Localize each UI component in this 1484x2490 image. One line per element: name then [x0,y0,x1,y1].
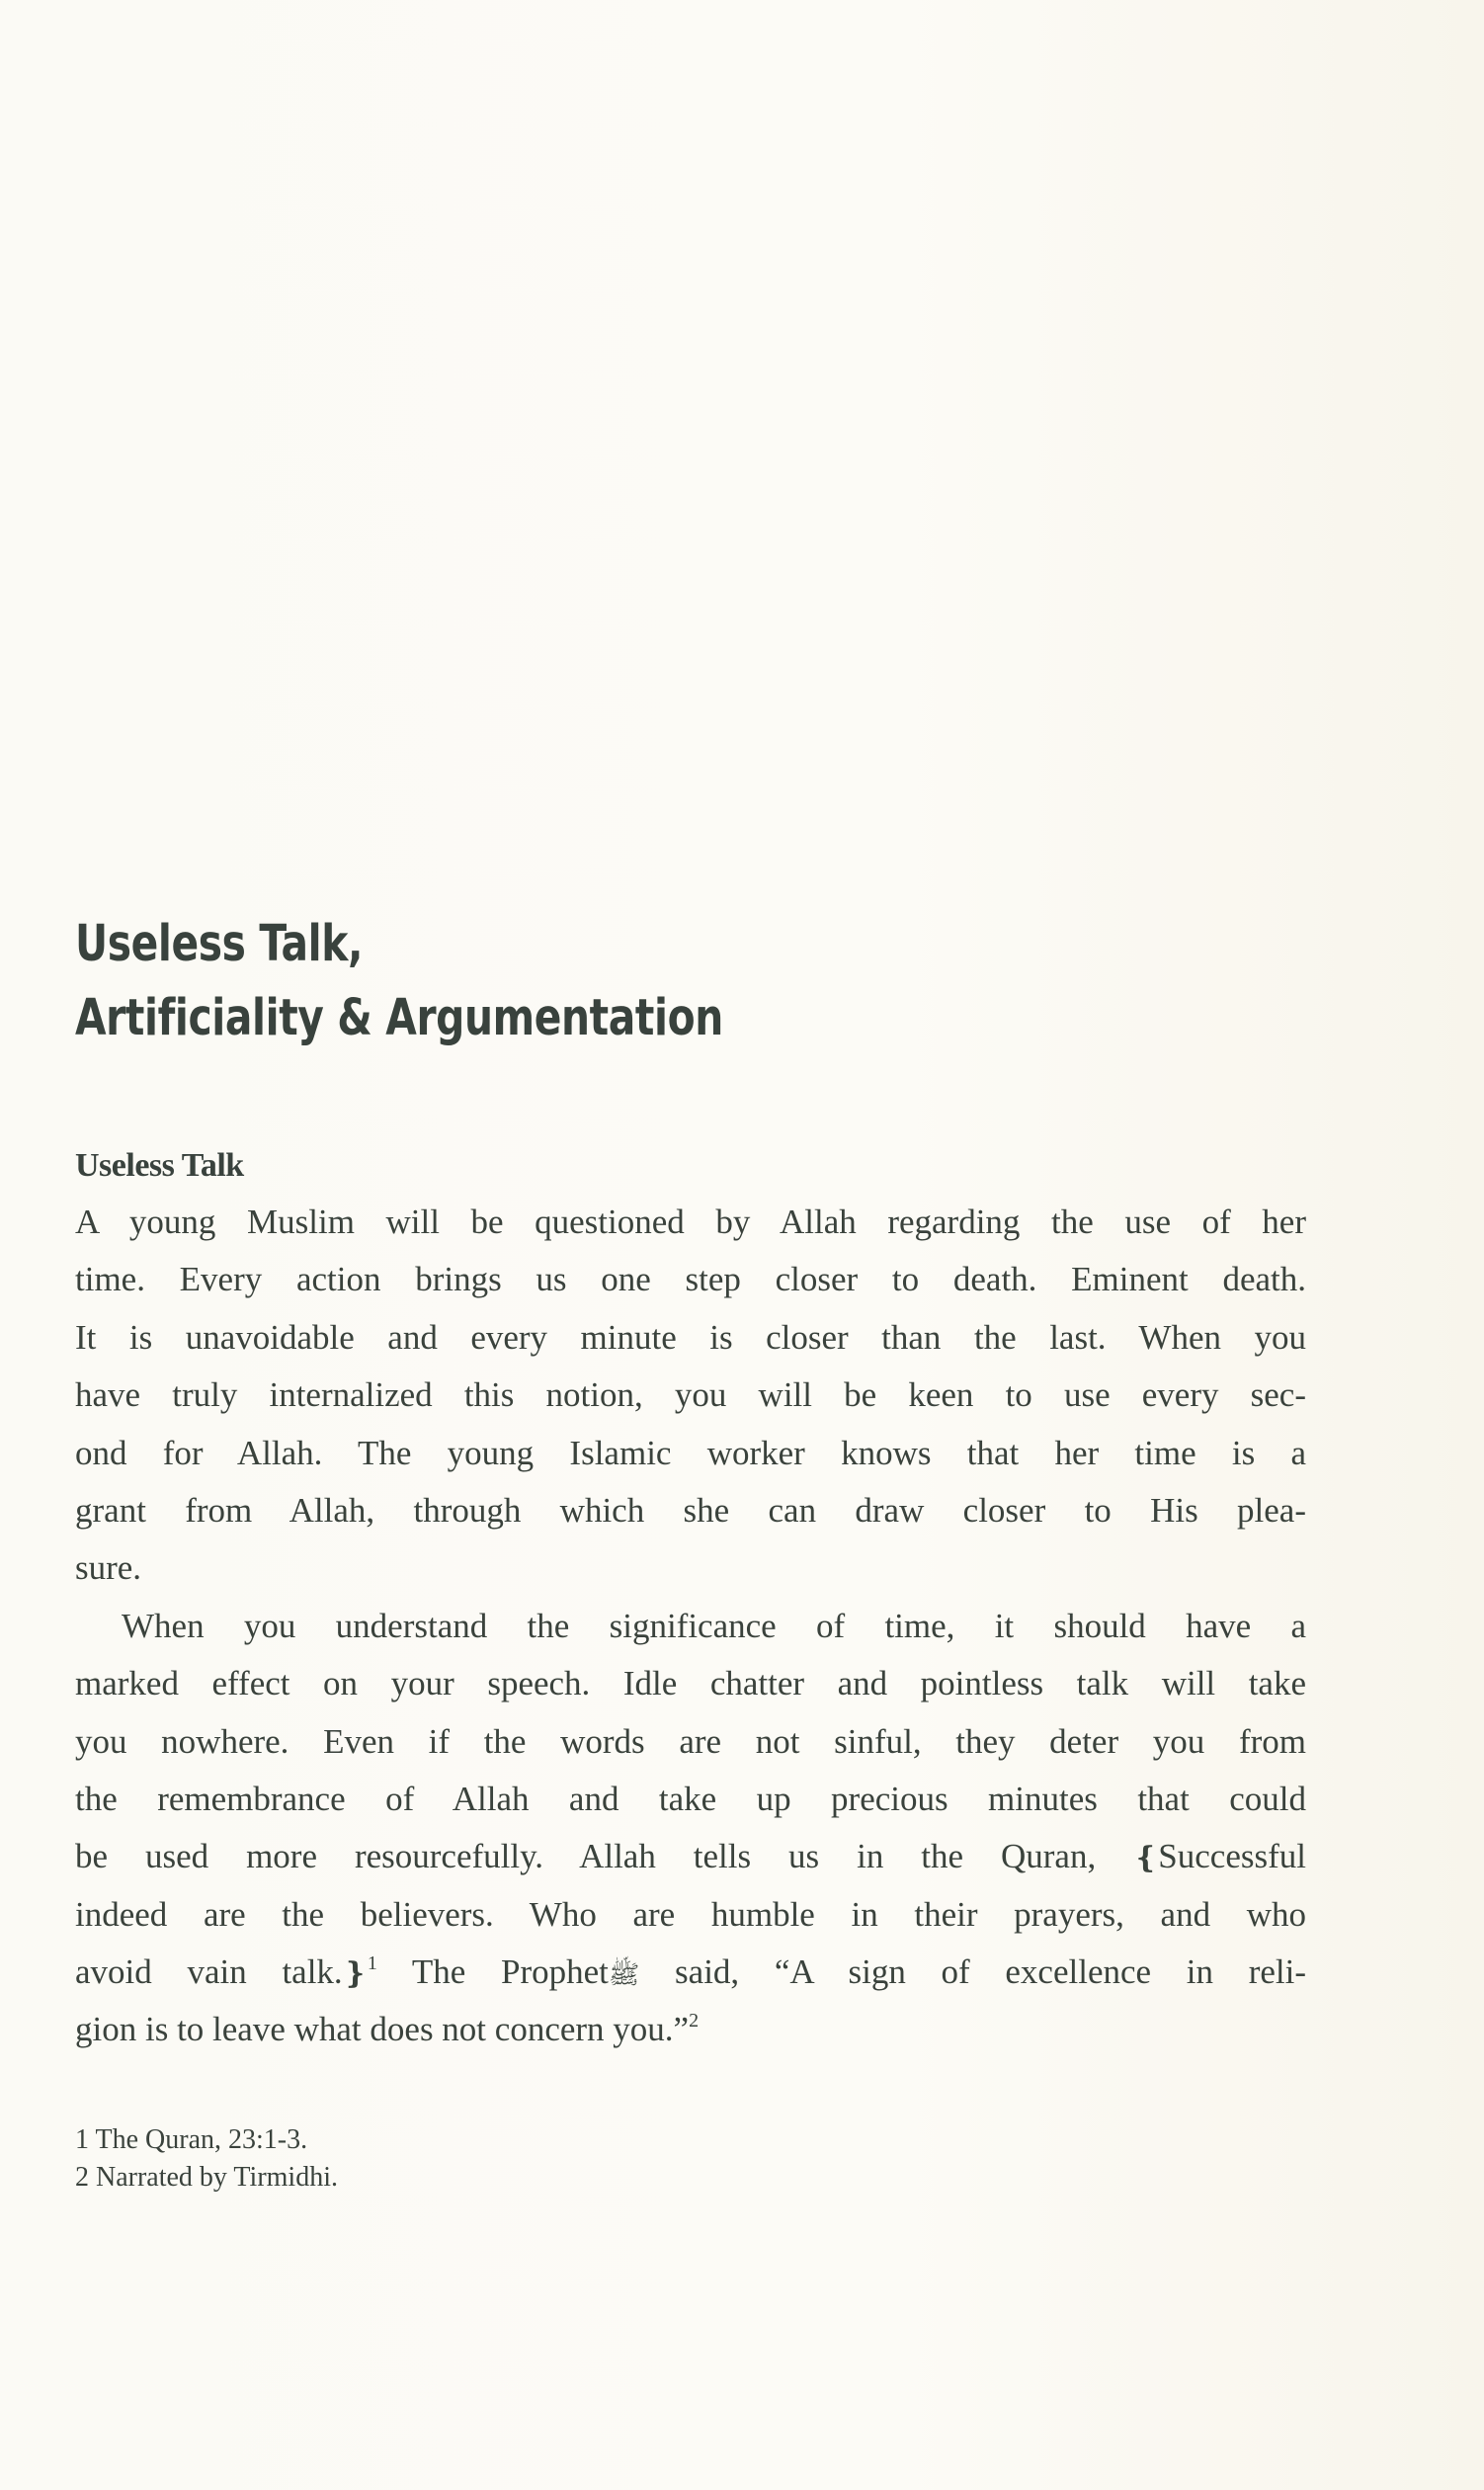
paragraph-2-line: the remembrance of Allah and take up precious minutes that could [75,1779,1306,1818]
paragraph-2-line: marked effect on your speech. Idle chatter and pointless talk will take [75,1664,1306,1703]
line-text: gion is to leave what does not concern you.” [75,2010,690,2049]
footnote-ref-2[interactable]: 2 [689,2010,700,2033]
line-text: avoid vain talk. [75,1952,343,1992]
line-text: be used more resourcefully. Allah tells us in the Quran, [75,1837,1097,1876]
paragraph-1-line: have truly internalized this notion, you will be keen to use every sec- [75,1375,1306,1415]
footnote-ref-1[interactable]: 1 [367,1952,377,1975]
paragraph-2-line-quran [75,1828,1306,1885]
paragraph-1-line: grant from Allah, through which she can draw closer to His plea- [75,1490,1306,1530]
quran-open-bracket-icon: ❴ [1133,1842,1159,1875]
paragraph-1-line: time. Every action brings us one step closer to death. Eminent death. [75,1260,1306,1299]
paragraph-2-line: you nowhere. Even if the words are not sinful, they deter you from [75,1721,1306,1761]
quran-close-bracket-icon: ❵ [342,1957,368,1991]
quran-first-word: Successful [1158,1837,1306,1876]
footnote-1: 1 The Quran, 23:1-3. [75,2124,308,2155]
body-text [75,1194,1306,2059]
paragraph-1-line: sure. [75,1548,142,1588]
chapter-title-line-2: Artificiality & Argumentation [75,989,723,1047]
honorific-ligature-icon: ﷺ [608,1960,640,1990]
section-title: Useless Talk [75,1147,244,1184]
chapter-title [75,907,866,1055]
paragraph-1-line: A young Muslim will be questioned by Allah regarding the use of her [75,1203,1306,1241]
line-text: The Prophet [411,1952,609,1992]
paragraph-2-line: When you understand the significance of time, it should have a [122,1606,1306,1645]
footnotes [75,2121,338,2197]
paragraph-1-line: It is unavoidable and every minute is closer than the last. When you [75,1317,1306,1357]
line-text: said, “A sign of excellence in reli- [675,1952,1306,1992]
paragraph-2-line-prophet [75,1944,1306,2001]
chapter-title-line-1: Useless Talk, [75,915,364,973]
paragraph-2-line: indeed are the believers. Who are humble in their prayers, and who [75,1894,1306,1934]
footnote-2: 2 Narrated by Tirmidhi. [75,2162,338,2193]
paragraph-2-line-last [75,2001,1306,2058]
paragraph-1-line: ond for Allah. The young Islamic worker knows that her time is a [75,1433,1306,1472]
